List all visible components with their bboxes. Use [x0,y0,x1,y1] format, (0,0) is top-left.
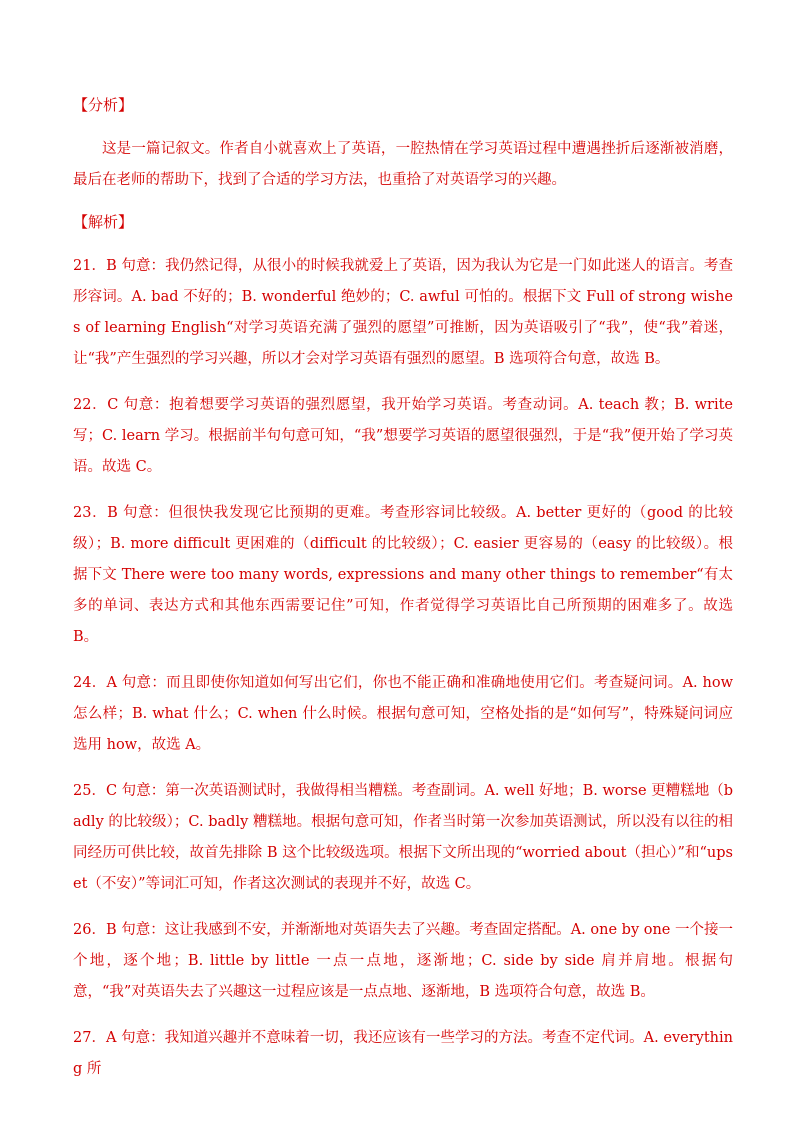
answer-item-24: 24．A 句意：而且即使你知道如何写出它们，你也不能正确和准确地使用它们。考查疑问词。A. how 怎么样；B. what 什么；C. when 什么时候。根据句意可知，空格处指的是“如何写”，特殊疑问词应选用 how，故选 A。 [73,675,733,753]
analysis-paragraph: 这是一篇记叙文。作者自小就喜欢上了英语，一腔热情在学习英语过程中遭遇挫折后逐渐被消磨，最后在老师的帮助下，找到了合适的学习方法，也重拾了对英语学习的兴趣。 [73,141,733,188]
answer-item-26: 26．B 句意：这让我感到不安，并渐渐地对英语失去了兴趣。考查固定搭配。A. one by one 一个接一个地，逐个地；B. little by little 一点一点地，逐渐地；C. side by side 肩并肩地。根据句意，“我”对英语失去了兴趣这一过程应该是一点点地、逐渐地，B 选项符合句意，故选 B。 [73,922,734,1000]
analysis-heading: 【分析】 [73,96,134,114]
document-page [73,95,733,1100]
explanation-heading: 【解析】 [73,213,134,231]
answer-item-22: 22．C 句意：抱着想要学习英语的强烈愿望，我开始学习英语。考查动词。A. teach 教；B. write 写；C. learn 学习。根据前半句句意可知，“我”想要学习英语的愿望很强烈，于是“我”便开始了学习英语。故选 C。 [73,397,733,475]
answer-item-27: 27．A 句意：我知道兴趣并不意味着一切，我还应该有一些学习的方法。考查不定代词。A. everything 所 [73,1030,733,1077]
answer-item-25: 25．C 句意：第一次英语测试时，我做得相当糟糕。考查副词。A. well 好地；B. worse 更糟糕地（badly 的比较级）；C. badly 糟糕地。根据句意可知，作者当时第一次参加英语测试，所以没有以往的相同经历可供比较，故首先排除 B 这个比较级选项。根据下文所出现的“worried about（担心）”和“upset（不安）”等词汇可知，作者这次测试的表现并不好，故选 C。 [73,783,733,892]
answer-item-21: 21．B 句意：我仍然记得，从很小的时候我就爱上了英语，因为我认为它是一门如此迷人的语言。考查形容词。A. bad 不好的；B. wonderful 绝妙的；C. awful 可怕的。根据下文 Full of strong wishes of learning English“对学习英语充满了强烈的愿望”可推断，因为英语吸引了“我”，使“我”着迷，让“我”产生强烈的学习兴趣，所以才会对学习英语有强烈的愿望。B 选项符合句意，故选 B。 [73,258,733,367]
answer-item-23: 23．B 句意：但很快我发现它比预期的更难。考查形容词比较级。A. better 更好的（good 的比较级）；B. more difficult 更困难的（difficult 的比较级）；C. easier 更容易的（easy 的比较级）。根据下文 There were too many words, expressions and many other things to remember“有太多的单词、表达方式和其他东西需要记住”可知，作者觉得学习英语比自己所预期的困难多了。故选 B。 [73,505,733,645]
